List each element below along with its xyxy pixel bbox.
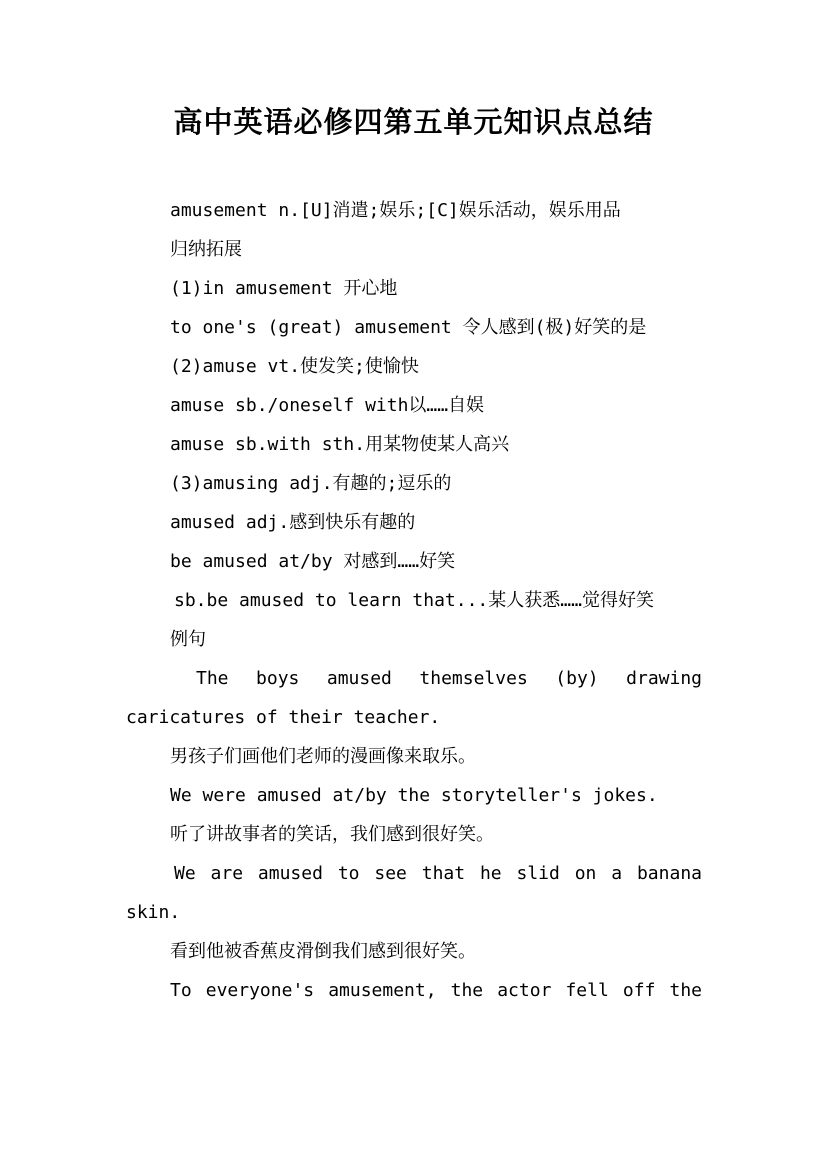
example-sentence: To everyone's amusement, the actor fell off the [170, 980, 702, 1001]
text-line: to one's (great) amusement 令人感到(极)好笑的是 [170, 317, 647, 338]
text-line: (3)amusing adj.有趣的;逗乐的 [170, 473, 452, 494]
document-body [126, 191, 702, 1010]
example-translation: 看到他被香蕉皮滑倒我们感到很好笑。 [170, 941, 476, 962]
entry-headword: amusement n.[U]消遣;娱乐;[C]娱乐活动，娱乐用品 [170, 200, 621, 221]
text-paragraph: sb.be amused to learn that...某人获悉……觉得好笑 [174, 590, 654, 611]
text-line: (2)amuse vt.使发笑;使愉快 [170, 356, 419, 377]
section-heading: 例句 [170, 629, 206, 650]
text-line: amused adj.感到快乐有趣的 [170, 512, 416, 533]
example-sentence: We are amused to see that he slid on a banana skin. [126, 863, 702, 923]
section-heading: 归纳拓展 [170, 239, 242, 260]
example-sentence: The boys amused themselves (by) drawing caricatures of their teacher. [126, 668, 702, 728]
example-translation: 听了讲故事者的笑话，我们感到很好笑。 [170, 824, 494, 845]
text-line: be amused at/by 对感到……好笑 [170, 551, 456, 572]
example-translation: 男孩子们画他们老师的漫画像来取乐。 [170, 746, 476, 767]
example-sentence: We were amused at/by the storyteller's jokes. [170, 785, 658, 806]
text-line: (1)in amusement 开心地 [170, 278, 398, 299]
text-line: amuse sb./oneself with以……自娱 [170, 395, 485, 416]
document-title: 高中英语必修四第五单元知识点总结 [173, 105, 654, 139]
text-line: amuse sb.with sth.用某物使某人高兴 [170, 434, 510, 455]
